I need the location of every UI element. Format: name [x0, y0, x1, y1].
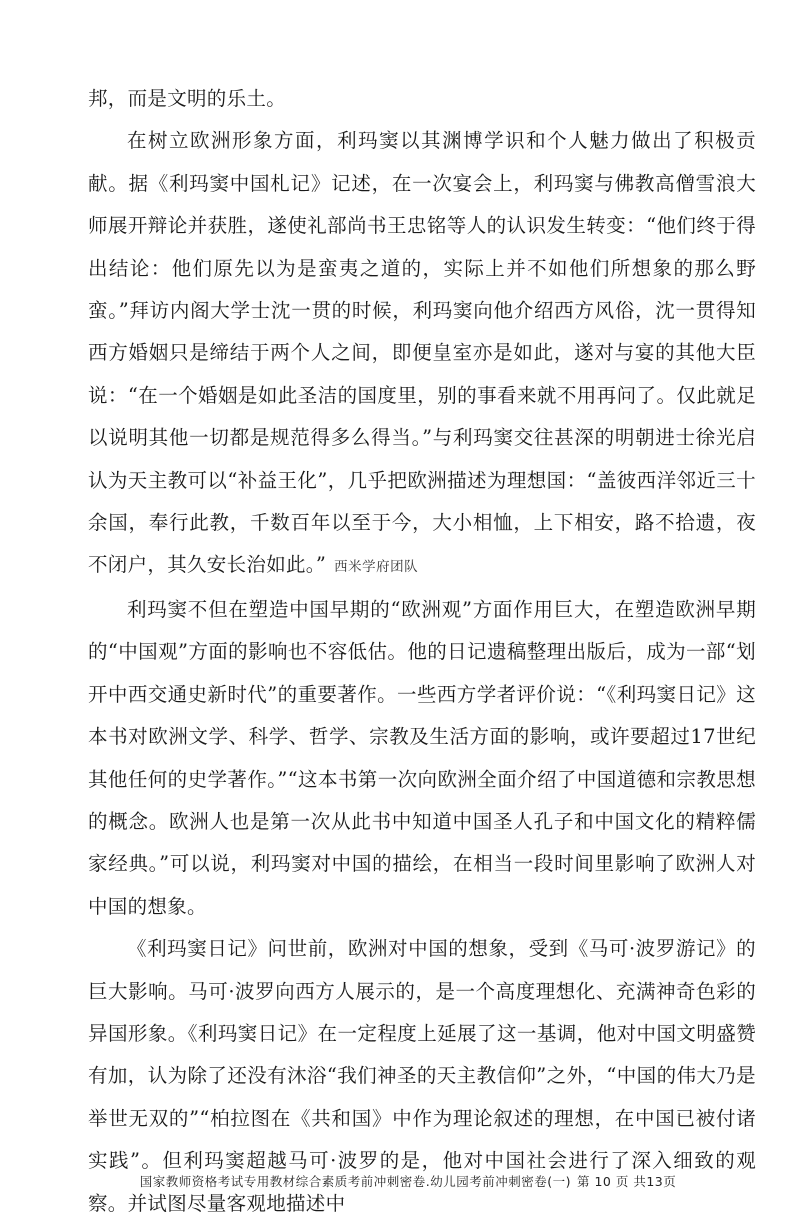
- page-footer: [60, 1172, 750, 1190]
- watermark-text: 西米学府团队: [334, 559, 419, 576]
- body-text: [88, 78, 756, 1225]
- paragraph-2-text: 在树立欧洲形象方面，利玛窦以其渊博学识和个人魅力做出了积极贡献。据《利玛窦中国札记》记述，在一次宴会上，利玛窦与佛教高僧雪浪大师展开辩论并获胜，遂使礼部尚书王忠铭等人的认识发生转变：“他们终于得出结论：他们原先以为是蛮夷之道的，实际上并不如他们所想象的那么野蛮。”拜访内阁大学士沈一贯的时候，利玛窦向他介绍西方风俗，沈一贯得知西方婚姻只是缔结于两个人之间，即便皇室亦是如此，遂对与宴的其他大臣说：“在一个婚姻是如此圣洁的国度里，别的事看来就不用再问了。仅此就足以说明其他一切都是规范得多么得当。”与利玛窦交往甚深的明朝进士徐光启认为天主教可以“补益王化”，几乎把欧洲描述为理想国：“盖彼西洋邻近三十余国，奉行此教，千数百年以至于今，大小相恤，上下相安，路不拾遗，夜不闭户，其久安长治如此。”: [88, 129, 756, 577]
- paragraph-2: [88, 120, 756, 588]
- paragraph-4: 《利玛窦日记》问世前，欧洲对中国的想象，受到《马可·波罗游记》的巨大影响。马可·波罗向西方人展示的，是一个高度理想化、充满神奇色彩的异国形象。《利玛窦日记》在一定程度上延展了这一基调，他对中国文明盛赞有加，认为除了还没有沐浴“我们神圣的天主教信仰”之外，“中国的伟大乃是举世无双的”“柏拉图在《共和国》中作为理论叙述的理想，在中国已被付诸实践”。但利玛窦超越马可·波罗的是，他对中国社会进行了深入细致的观察。并试图尽量客观地描述中: [88, 937, 756, 1215]
- paragraph-3: 利玛窦不但在塑造中国早期的“欧洲观”方面作用巨大，在塑造欧洲早期的“中国观”方面的影响也不容低估。他的日记遗稿整理出版后，成为一部“划开中西交通史新时代”的重要著作。一些西方学者评价说：“《利玛窦日记》这本书对欧洲文学、科学、哲学、宗教及生活方面的影响，或许要超过17世纪其他任何的史学著作。”“这本书第一次向欧洲全面介绍了中国道德和宗教思想的概念。欧洲人也是第一次从此书中知道中国圣人孔子和中国文化的精粹儒家经典。”可以说，利玛窦对中国的描绘，在相当一段时间里影响了欧洲人对中国的想象。: [88, 597, 756, 918]
- paragraph-1: 邦，而是文明的乐土。: [88, 87, 287, 110]
- footer-title: 国家教师资格考试专用教材综合素质考前冲刺密卷.幼儿园考前冲刺密卷(一): [139, 1174, 571, 1189]
- page-number: 第 10 页 共13页: [577, 1174, 677, 1189]
